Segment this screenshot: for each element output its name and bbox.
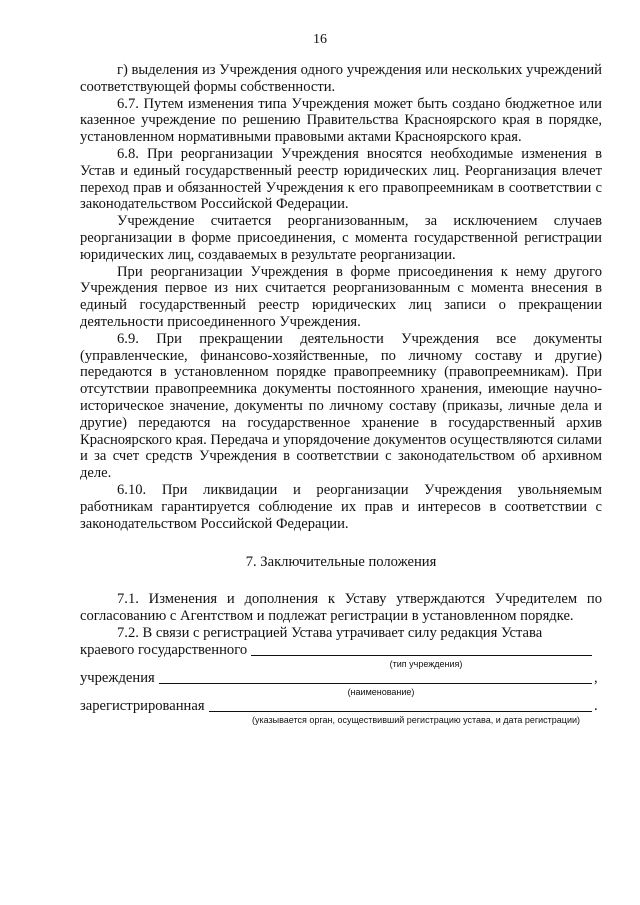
form-row-end-period: . xyxy=(594,697,598,714)
form-row-institution-name xyxy=(80,670,602,687)
caption-registration: (указывается орган, осуществивший регистрацию устава, и дата регистрации) xyxy=(251,714,581,725)
form-row-end-comma: , xyxy=(594,669,598,686)
section-7-heading: 7. Заключительные положения xyxy=(245,554,437,571)
paragraph-6-10: 6.10. При ликвидации и реорганизации Учреждения увольняемым работникам гарантируется соблюдение их прав и интересов в соответствии с законодательством Российской Федерации. xyxy=(80,481,602,532)
form-row-institution-type xyxy=(80,642,602,659)
paragraph-6-8: 6.8. При реорганизации Учреждения вносятся необходимые изменения в Устав и единый государственный реестр юридических лиц. Реорганизация влечет переход прав и обязанностей Учреждения к его правопреемникам в соответствии с законодательством Российской Федерации. xyxy=(80,145,602,213)
blank-line-registration xyxy=(209,698,592,712)
paragraph-6-9: 6.9. При прекращении деятельности Учреждения все документы (управленческие, финансово-хозяйственные, по личному составу и другие) передаются в установленном порядке правопреемнику (правопреемникам). При отсутствии правопреемника документы постоянного хранения, имеющие научно-историческое значение, документы по личному составу (приказы, личные дела и другие) передаются на государственное хранение в государственный архив Красноярского края. Передача и упорядочение документов осуществляются силами и за счет средств Учреждения в соответствии с законодательством об архивном деле. xyxy=(80,330,602,482)
paragraph-7-1: 7.1. Изменения и дополнения к Уставу утверждаются Учредителем по согласованию с Агентством и подлежат регистрации в установленном порядке. xyxy=(80,591,602,624)
form-label-registration: зарегистрированная xyxy=(80,697,205,714)
blank-line-institution-type xyxy=(251,642,592,656)
document-body xyxy=(80,62,602,726)
caption-institution-type: (тип учреждения) xyxy=(389,658,463,669)
form-row-registration xyxy=(80,698,602,715)
paragraph-6-7: 6.7. Путем изменения типа Учреждения может быть создано бюджетное или казенное учреждение по решению Правительства Красноярского края в порядке, установленном нормативными правовыми актами Красноярского края. xyxy=(80,95,602,146)
paragraph-6-8-merger: При реорганизации Учреждения в форме присоединения к нему другого Учреждения первое из них считается реорганизованным с момента внесения в единый государственный реестр юридических лиц записи о прекращении деятельности присоединенного Учреждения. xyxy=(80,263,602,330)
page-number: 16 xyxy=(313,32,327,47)
paragraph-6-8-reorganized: Учреждение считается реорганизованным, за исключением случаев реорганизации в форме присоединения, с момента государственной регистрации юридических лиц, создаваемых в результате реорганизации. xyxy=(80,213,602,263)
blank-line-institution-name xyxy=(159,670,592,684)
form-label-institution-name: учреждения xyxy=(80,669,155,686)
form-label-institution-type: краевого государственного xyxy=(80,641,248,658)
paragraph-7-2: 7.2. В связи с регистрацией Устава утрачивает силу редакция Устава xyxy=(117,624,543,641)
paragraph-6-6-g: г) выделения из Учреждения одного учреждения или нескольких учреждений соответствующей формы собственности. xyxy=(80,62,602,95)
caption-institution-name: (наименование) xyxy=(347,686,415,697)
